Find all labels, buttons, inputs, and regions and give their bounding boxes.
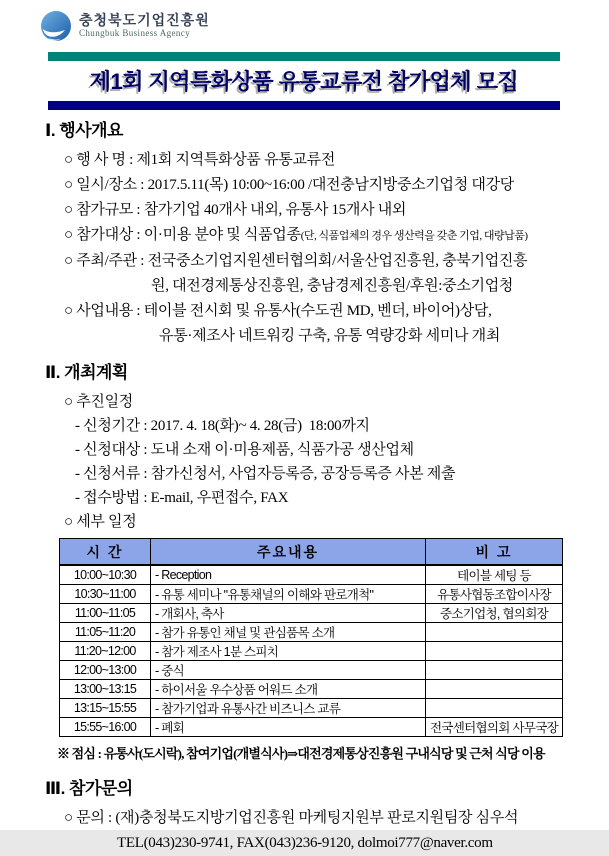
- contact-phone-line: TEL(043)230-9741, FAX(043)236-9120, dolmoi777@naver.com: [117, 835, 493, 851]
- row-content: - 개회사, 축사: [151, 604, 426, 623]
- agency-header: [0, 0, 609, 48]
- agency-logo: [40, 10, 609, 42]
- section-overview-heading: Ⅰ. 행사개요: [45, 121, 123, 140]
- schedule-row: [60, 565, 563, 585]
- timeline-subheading: ○ 추진일정: [64, 394, 133, 410]
- row-time: 11:00~11:05: [60, 604, 151, 623]
- row-content: - 중식: [151, 661, 426, 680]
- host-organizer-line-1: ○ 주최/주관 : 전국중소기업지원센터협의회/서울산업진흥원, 충북기업진흥: [64, 253, 528, 269]
- schedule-row: [60, 585, 563, 604]
- row-note: 전국센터협의회 사무국장: [426, 718, 563, 737]
- row-content: - Reception: [151, 565, 426, 585]
- schedule-header-row: [60, 539, 563, 566]
- participation-target-note: (단, 식품업체의 경우 생산력을 갖춘 기업, 대량납품): [300, 230, 528, 242]
- business-content-line-1: ○ 사업내용 : 테이블 전시회 및 유통사(수도권 MD, 벤더, 바이어)상담,: [64, 303, 492, 319]
- row-time: 13:15~15:55: [60, 699, 151, 718]
- application-period-line: - 신청기간 : 2017. 4. 18(화)~ 4. 28(금) 18:00까지: [75, 418, 370, 434]
- row-note: 유통사협동조합이사장: [426, 585, 563, 604]
- navy-divider-bar: [48, 101, 560, 110]
- participation-target-main: ○ 참가대상 : 이·미용 분야 및 식품업종: [64, 227, 301, 243]
- row-content: - 하이서울 우수상품 어워드 소개: [151, 680, 426, 699]
- datetime-venue-line: ○ 일시/장소 : 2017.5.11(목) 10:00~16:00 /대전충남지방중소기업청 대강당: [64, 177, 514, 193]
- document-body: [0, 110, 609, 856]
- row-time: 10:00~10:30: [60, 565, 151, 585]
- row-time: 12:00~13:00: [60, 661, 151, 680]
- row-time: 15:55~16:00: [60, 718, 151, 737]
- schedule-row: [60, 661, 563, 680]
- participation-scale-line: ○ 참가규모 : 참가기업 40개사 내외, 유통사 15개사 내외: [64, 202, 407, 218]
- detail-schedule-subheading: ○ 세부 일정: [64, 514, 137, 530]
- row-time: 11:05~11:20: [60, 623, 151, 642]
- row-time: 11:20~12:00: [60, 642, 151, 661]
- agency-name-english: Chungbuk Business Agency: [79, 28, 191, 38]
- row-content: - 참가 제조사 1분 스피치: [151, 642, 426, 661]
- application-documents-line: - 신청서류 : 참가신청서, 사업자등록증, 공장등록증 사본 제출: [75, 466, 456, 482]
- globe-swoosh-logo-icon: [40, 10, 72, 42]
- event-name-line: ○ 행 사 명 : 제1회 지역특화상품 유통교류전: [64, 152, 336, 168]
- teal-divider-bar: [48, 52, 560, 61]
- contact-person-line: ○ 문의 : (재)충청북도지방기업진흥원 마케팅지원부 판로지원팀장 심우석: [64, 810, 519, 826]
- col-header-note: 비 고: [426, 539, 563, 566]
- row-note: [426, 661, 563, 680]
- section-inquiry-heading: Ⅲ. 참가문의: [45, 779, 133, 798]
- host-organizer-line-2: 원, 대전경제통상진흥원, 충남경제진흥원/후원:중소기업청: [151, 278, 514, 294]
- row-note: 중소기업청, 협의회장: [426, 604, 563, 623]
- row-content: - 폐회: [151, 718, 426, 737]
- schedule-row: [60, 718, 563, 737]
- row-note: [426, 623, 563, 642]
- row-content: - 참가 유통인 채널 및 관심품목 소개: [151, 623, 426, 642]
- section-plan-heading: Ⅱ. 개최계획: [45, 363, 128, 382]
- agency-name-korean: 충청북도기업진흥원: [79, 12, 210, 28]
- row-content: - 참가기업과 유통사간 비즈니스 교류: [151, 699, 426, 718]
- application-target-line: - 신청대상 : 도내 소재 이·미용제품, 식품가공 생산업체: [75, 442, 414, 458]
- application-method-line: - 접수방법 : E-mail, 우편접수, FAX: [75, 490, 289, 506]
- schedule-row: [60, 699, 563, 718]
- business-content-line-2: 유통·제조사 네트워킹 구축, 유통 역량강화 세미나 개최: [159, 328, 501, 344]
- row-time: 10:30~11:00: [60, 585, 151, 604]
- col-header-time: 시 간: [60, 539, 151, 566]
- schedule-row: [60, 604, 563, 623]
- agency-name-block: [79, 13, 210, 39]
- row-note: [426, 680, 563, 699]
- row-content: - 유통 세미나 "유통채널의 이해와 판로개척": [151, 585, 426, 604]
- schedule-table: [59, 538, 563, 737]
- row-note: 테이블 세팅 등: [426, 565, 563, 585]
- schedule-row: [60, 642, 563, 661]
- page-title: 제1회 지역특화상품 유통교류전 참가업체 모집: [89, 69, 519, 94]
- row-note: [426, 642, 563, 661]
- participation-target-line: [45, 223, 565, 249]
- schedule-row: [60, 623, 563, 642]
- lunch-footnote: ※ 점심 : 유통사(도시락), 참여기업(개별식사)⇒대전경제통상진흥원 구내식당 및 근처 식당 이용: [57, 746, 545, 761]
- col-header-content: 주요내용: [151, 539, 426, 566]
- schedule-row: [60, 680, 563, 699]
- row-note: [426, 699, 563, 718]
- row-time: 13:00~13:15: [60, 680, 151, 699]
